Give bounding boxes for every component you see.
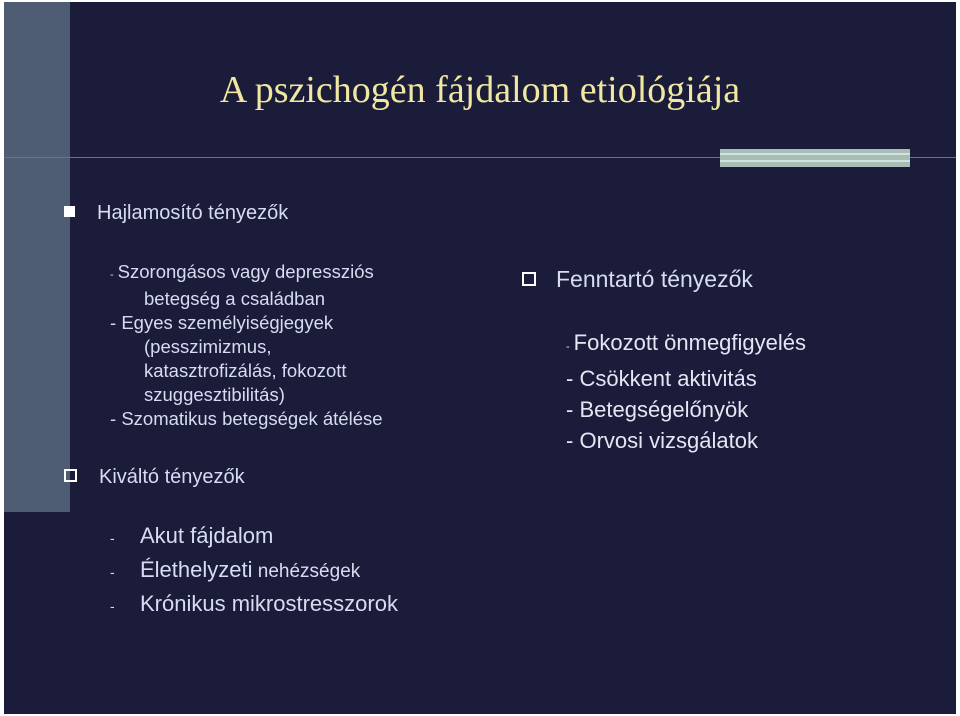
slide: [4, 2, 956, 714]
triggering-heading: [64, 466, 245, 489]
list-item: - Betegségelőnyök: [566, 397, 749, 422]
list-item-continuation: katasztrofizálás, fokozott: [144, 360, 347, 381]
maintaining-list: [566, 327, 806, 456]
list-item: - Orvosi vizsgálatok: [566, 428, 758, 453]
list-item: - Akut fájdalom: [110, 523, 274, 548]
list-item-continuation: (pesszimizmus,: [144, 336, 272, 357]
list-item: - Egyes személyiségjegyek: [110, 312, 334, 333]
square-bullet-icon: [64, 469, 77, 482]
slide-title: A pszichogén fájdalom etiológiája: [219, 69, 741, 111]
square-bullet-icon: [522, 272, 536, 286]
predisposing-heading: [64, 202, 288, 225]
list-item: - Fokozott önmegfigyelés: [566, 330, 807, 355]
maintaining-heading-label: Fenntartó tényezők: [556, 266, 753, 292]
list-item: - Szorongásos vagy depressziós: [110, 261, 374, 282]
triggering-list: [110, 520, 398, 622]
list-item-continuation: betegség a családban: [144, 288, 326, 309]
triggering-heading-label: Kiváltó tényezők: [99, 466, 245, 488]
square-bullet-icon: [64, 206, 75, 217]
accent-bar: [720, 149, 910, 167]
maintaining-heading: [522, 266, 753, 293]
list-item-continuation: szuggesztibilitás): [144, 384, 285, 405]
list-item: - Élethelyzeti nehézségek: [110, 557, 361, 582]
predisposing-heading-label: Hajlamosító tényezők: [97, 202, 289, 224]
list-item: - Szomatikus betegségek átélése: [110, 408, 383, 429]
list-item: - Krónikus mikrostresszorok: [110, 591, 398, 616]
predisposing-list: [110, 260, 383, 431]
list-item: - Csökkent aktivitás: [566, 366, 757, 391]
